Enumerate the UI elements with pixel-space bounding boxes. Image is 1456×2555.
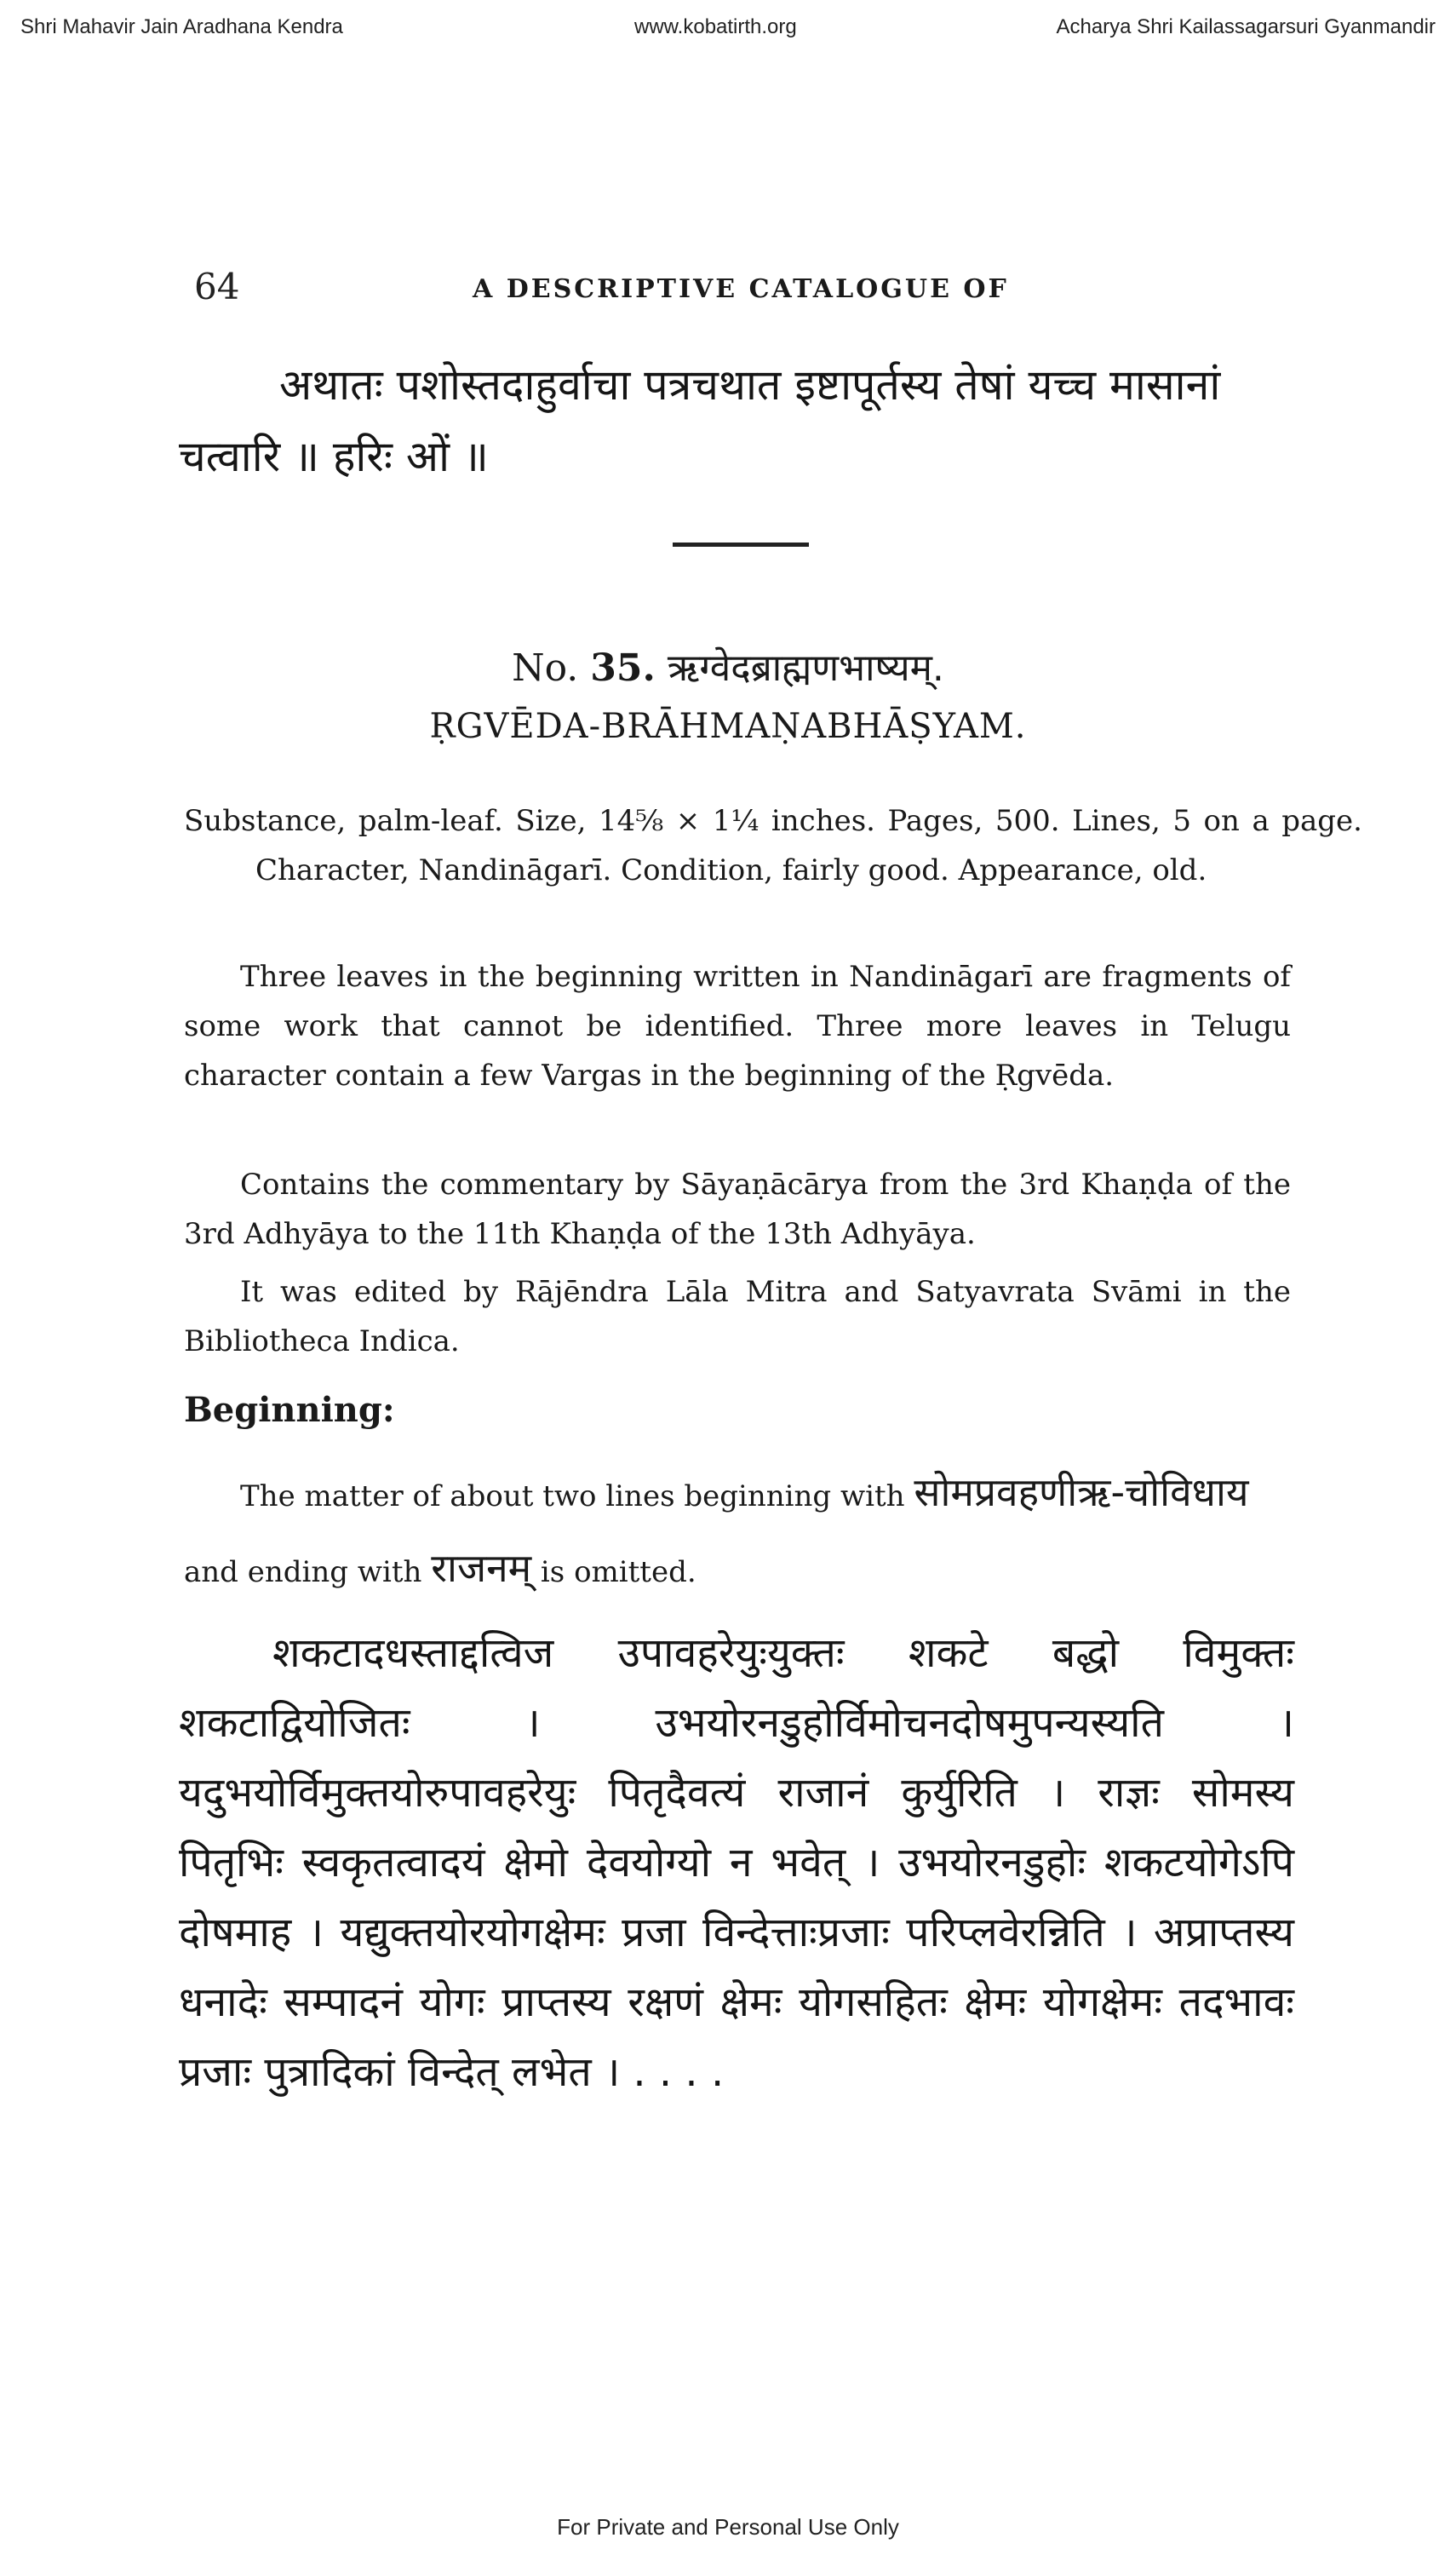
omitted-deva-a: सोमप्रवहणीऋ-चोविधाय	[914, 1469, 1249, 1515]
paragraph-edition: It was edited by Rājēndra Lāla Mitra and Satyavrata Svāmi in the Bibliotheca Indica.	[184, 1275, 1291, 1358]
substance-description: Substance, palm-leaf. Size, 14⅝ × 1¼ inches. Pages, 500. Lines, 5 on a page. Character, Nandināgarī. Condition, fairly good. Appearance, old.	[184, 804, 1362, 887]
page-number: 64	[194, 266, 240, 307]
site-header	[0, 12, 1456, 46]
section-divider	[673, 543, 809, 547]
omitted-note	[184, 1456, 1291, 1608]
running-head: A DESCRIPTIVE CATALOGUE OF	[473, 274, 1009, 304]
footer-notice: For Private and Personal Use Only	[557, 2514, 899, 2540]
omitted-text-c: is omitted.	[531, 1555, 696, 1589]
entry-title-devanagari: ऋग्वेदब्राह्मणभाष्यम्.	[667, 646, 944, 690]
entry-number: 35.	[590, 646, 656, 690]
entry-number-prefix: No.	[512, 646, 579, 690]
header-right-text: Acharya Shri Kailassagarsuri Gyanmandir	[1056, 15, 1436, 38]
entry-heading	[0, 640, 1456, 692]
paragraph-leaves: Three leaves in the beginning written in Nandināgarī are fragments of some work that cannot be identified. Three more leaves in Telugu character contain a few Vargas in the beginning of the Ṛgvēda.	[184, 960, 1291, 1093]
omitted-text-b: and ending with	[184, 1555, 432, 1589]
paragraph-commentary: Contains the commentary by Sāyaṇācārya from the 3rd Khaṇḍa of the 3rd Adhyāya to the 11th Khaṇḍa of the 13th Adhyāya.	[184, 1168, 1291, 1251]
beginning-label: Beginning:	[184, 1390, 395, 1430]
omitted-text-a: The matter of about two lines beginning with	[240, 1479, 914, 1513]
entry-title-roman: ṚGVĒDA-BRĀHMAṆABHĀṢYAM.	[429, 707, 1027, 746]
sanskrit-continuation: अथातः पशोस्तदाहुर्वाचा पत्रचथात इष्टापूर्तस्य तेषां यच्च मासानां चत्वारि ॥ हरिः ओं ॥	[179, 360, 1221, 481]
header-website: www.kobatirth.org	[634, 15, 797, 38]
omitted-deva-b: राजनम्	[431, 1545, 532, 1591]
header-left-text: Shri Mahavir Jain Aradhana Kendra	[20, 15, 343, 38]
sanskrit-beginning-text: शकटादधस्ताद्दत्विज उपावहरेयुःयुक्तः शकटे बद्धो विमुक्तः शकटाद्वियोजितः । उभयोरनडुहोर्विमोचनदोषमुपन्यस्यति । यदुभयोर्विमुक्तयोरुपावहरेयुः पितृदैवत्यं राजानं कुर्युरिति । राज्ञः सोमस्य पितृभिः स्वकृतत्वादयं क्षेमो देवयोग्यो न भवेत् । उभयोरनडुहोः शकटयोगेऽपि दोषमाह । यद्युक्तयोरयोगक्षेमः प्रजा विन्देत्ताःप्रजाः परिप्लवेरन्निति । अप्राप्तस्य धनादेः सम्पादनं योगः प्राप्तस्य रक्षणं क्षेमः योगसहितः क्षेमः योगक्षेमः तदभावः प्रजाः पुत्रादिकां विन्देत् लभेत । . . . .	[179, 1629, 1294, 2096]
